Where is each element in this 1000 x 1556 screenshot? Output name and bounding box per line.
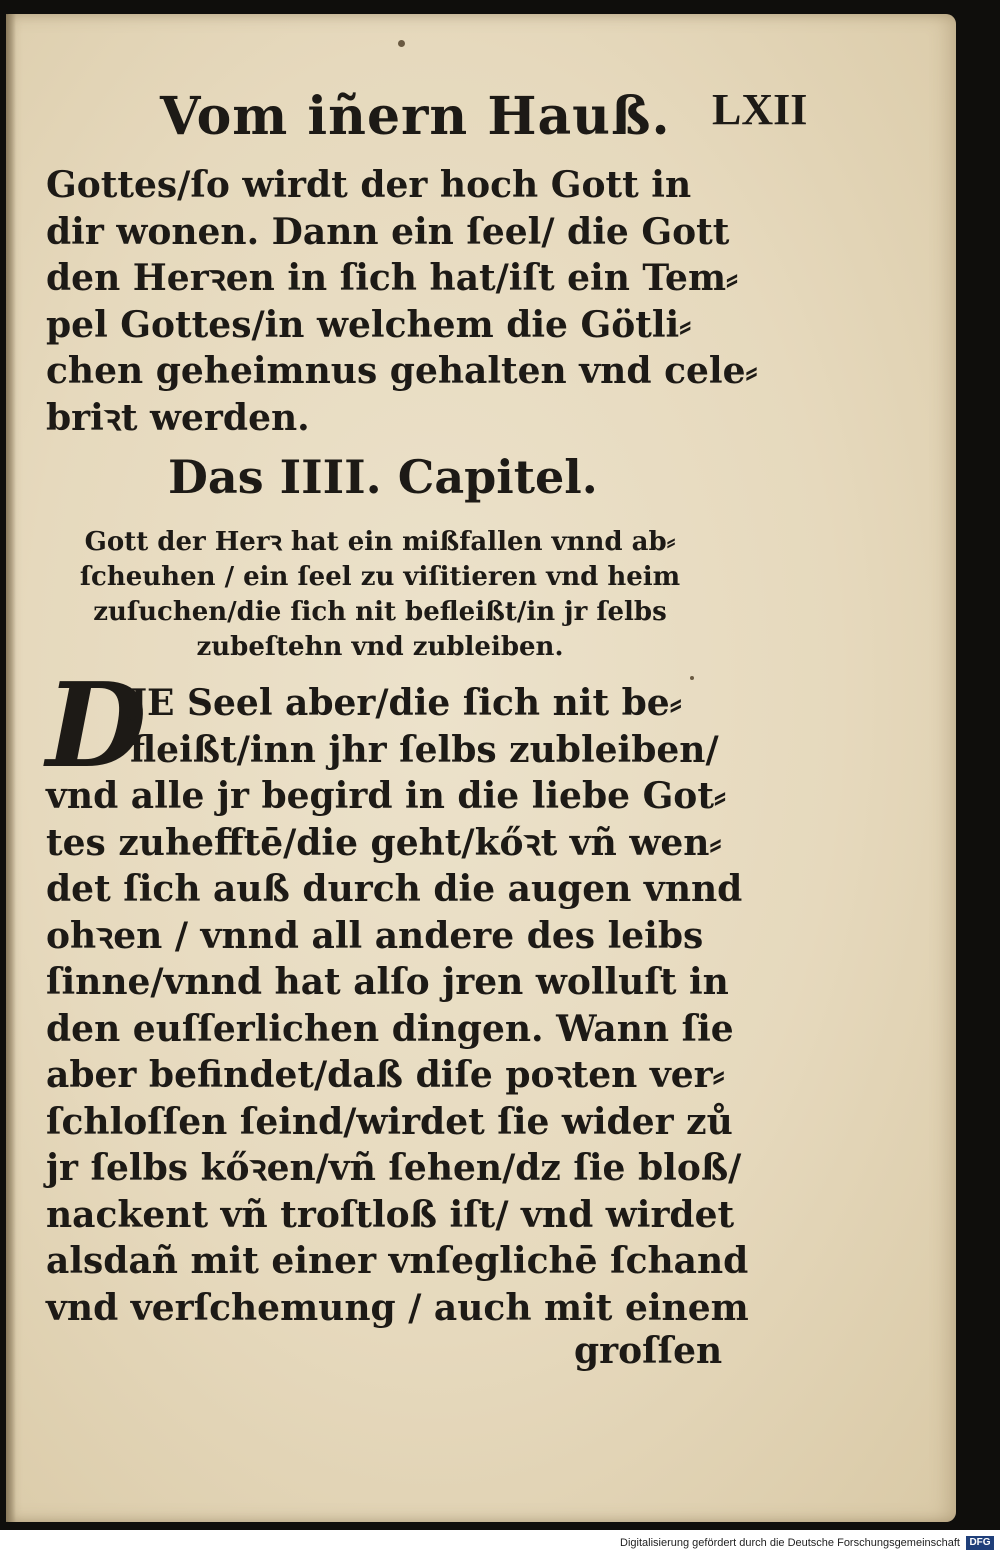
text-line: tes zuhefftē/die geht/kőꝛt vñ wen⸗	[46, 821, 722, 864]
text-line: briꝛt werden.	[46, 396, 310, 439]
summary-line: ſcheuhen / ein ſeel zu viſitieren vnd heim	[79, 562, 681, 592]
text-line: JE Seel aber/die ſich nit be⸗	[130, 682, 682, 724]
folio-number: LXII	[712, 85, 808, 134]
opening-lines	[130, 680, 719, 773]
text-line: dir wonen. Dann ein ſeel/ die Gott	[46, 210, 730, 253]
text-line: den Herꝛen in ſich hat/iſt ein Tem⸗	[46, 257, 739, 299]
text-line: den euſſerlichen dingen. Wann ſie	[46, 1007, 734, 1050]
text-line: alsdañ mit einer vnſeglichē ſchand	[46, 1240, 749, 1282]
running-head: Vom iñern Hauß.	[160, 86, 671, 147]
text-line: fleißt/inn jhr ſelbs zubleiben/	[130, 728, 719, 771]
continuation-text	[46, 162, 757, 441]
text-line: vnd verſchemung / auch mit einem	[46, 1286, 749, 1329]
page-gutter-shadow	[6, 14, 16, 1522]
text-line: jr ſelbs kőꝛen/vñ ſehen/dz ſie bloß/	[46, 1147, 742, 1189]
chapter-heading: Das IIII. Capitel.	[168, 450, 598, 504]
text-line: ohꝛen / vnnd all andere des leibs	[46, 914, 704, 957]
text-line: det ſich auß durch die augen vnnd	[46, 868, 743, 910]
chapter-summary	[40, 525, 720, 665]
drop-cap-initial: D	[46, 658, 147, 794]
text-line: nackent vñ troſtloß iſt/ vnd wirdet	[46, 1193, 735, 1236]
main-text	[46, 773, 749, 1331]
text-line: Gottes/ſo wirdt der hoch Gott in	[46, 164, 692, 206]
dfg-logo: DFG	[966, 1536, 994, 1550]
funding-note: Digitalisierung gefördert durch die Deutsche Forschungsgemeinschaft	[620, 1537, 960, 1549]
catchword: groſſen	[574, 1330, 723, 1372]
summary-line: zubeſtehn vnd zubleiben.	[196, 632, 564, 662]
text-line: ſchloſſen ſeind/wirdet ſie wider zů	[46, 1100, 733, 1143]
summary-line: Gott der Herꝛ hat ein mißfallen vnnd ab⸗	[84, 527, 676, 557]
summary-line: zuſuchen/die ſich nit befleißt/in jr ſelbs	[93, 597, 667, 627]
dust-speck	[398, 40, 405, 47]
text-line: pel Gottes/in welchem die Götli⸗	[46, 303, 692, 346]
text-line: aber befindet/daß diſe poꝛten ver⸗	[46, 1054, 725, 1096]
text-line: chen geheimnus gehalten vnd cele⸗	[46, 350, 758, 392]
text-line: vnd alle jr begird in die liebe Got⸗	[46, 775, 726, 817]
text-line: ſinne/vnnd hat alſo jren wolluſt in	[46, 961, 729, 1003]
